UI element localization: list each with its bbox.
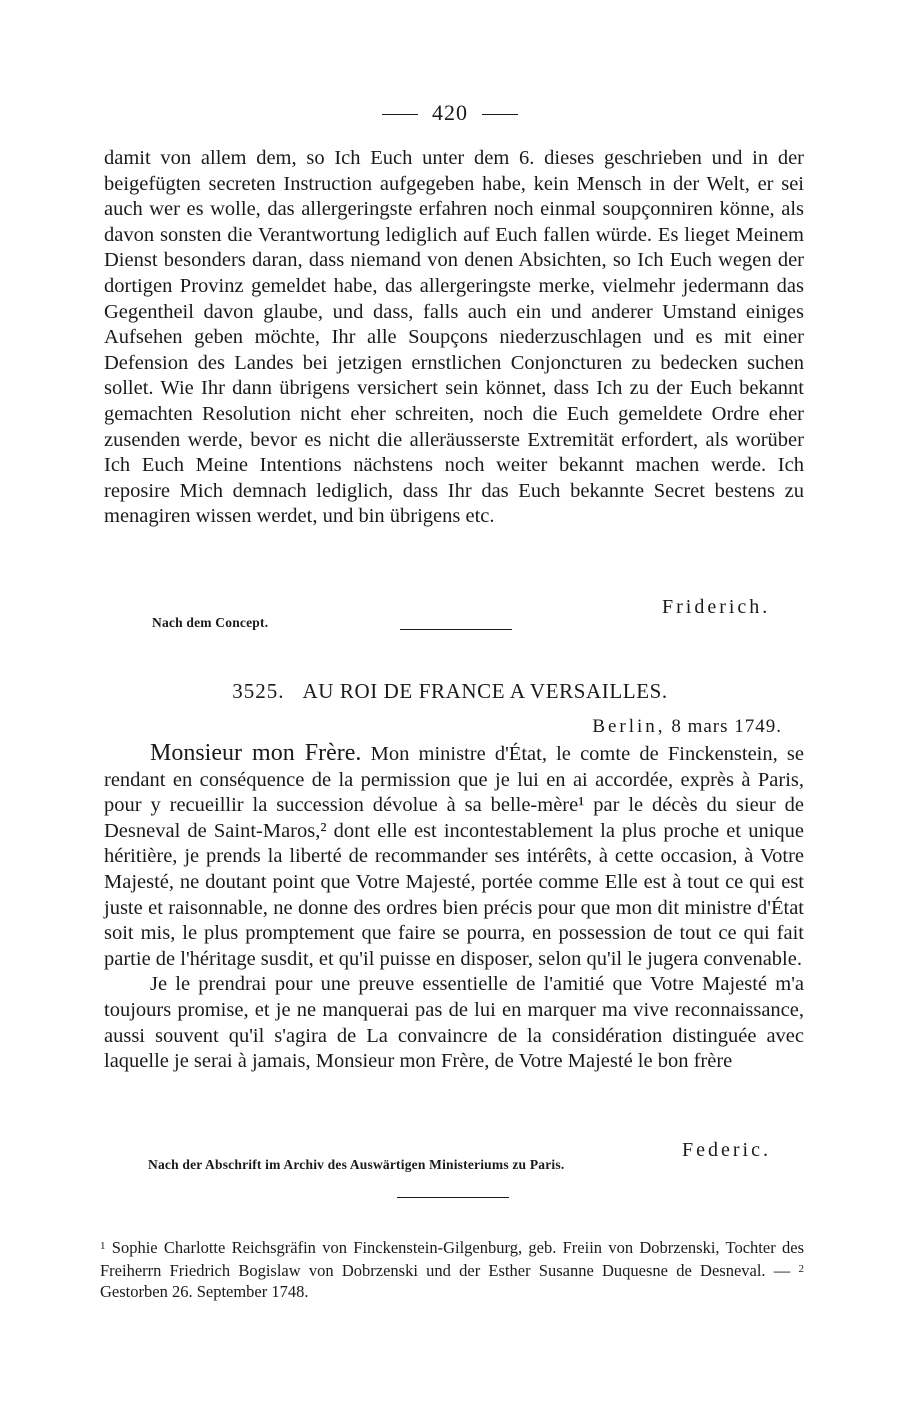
page-number-dash-right xyxy=(482,114,518,115)
letter2-number: 3525. xyxy=(232,679,285,703)
letter1-signature: Friderich. xyxy=(662,596,771,618)
letter2-source-note: Nach der Abschrift im Archiv des Auswärtigen Ministeriums zu Paris. xyxy=(148,1157,565,1172)
letter2-title: AU ROI DE FRANCE A VERSAILLES. xyxy=(302,679,668,703)
letter2-paragraph-1-text: Mon ministre d'État, le comte de Finckenstein, se rendant en conséquence de la permission que je lui en ai accordée, exprès à Paris, pour y recueillir la succession dévolue à sa belle-mère¹ par le décès du sieur de Desneval de Saint-Maros,² dont elle est incontestablement la plus proche et unique héritière, je prends la liberté de recommander ses intérêts, à cette occasion, à Votre Majesté, ne doutant point que Votre Majesté, portée comme Elle est à tout ce qui est juste et raisonnable, ne donne des ordres bien précis pour que mon dit ministre d'État soit mis, le plus promptement que faire se pourra, en possession de tout ce qui fait partie de l'héritage susdit, et qu'il puisse en disposer, selon qu'il le jugera convenable. xyxy=(104,743,805,970)
letter2-heading xyxy=(0,679,900,704)
footnotes xyxy=(100,1236,804,1303)
letter2-place: Berlin, xyxy=(592,716,666,737)
letter2-paragraph-2: Je le prendrai pour une preuve essentielle de l'amitié que Votre Majesté m'a toujours promise, et je ne manquerai pas de lui en marquer ma vive reconnaissance, aussi souvent qu'il s'agira de La convaincre de la considération distinguée avec laquelle je serai à jamais, Monsieur mon Frère, de Votre Majesté le bon frère xyxy=(104,973,804,1073)
footnote-2-mark: 2 xyxy=(798,1262,805,1275)
footnote-2-text: Gestorben 26. September 1748. xyxy=(100,1282,309,1301)
letter2-signature: Federic. xyxy=(682,1139,771,1161)
footnote-1-mark: 1 xyxy=(100,1240,106,1252)
page-number xyxy=(0,100,900,126)
letter2-body xyxy=(104,741,804,1075)
page-number-value: 420 xyxy=(432,100,468,125)
footnote-1-text: Sophie Charlotte Reichsgräfin von Finckenstein-Gilgenburg, geb. Freiin von Dobrzenski, Tochter des Freiherrn Friedrich Bogislaw von Dobrzenski und der Esther Susanne Duquesne de Desneval. — xyxy=(100,1238,804,1280)
section-divider xyxy=(400,629,512,630)
letter1-body xyxy=(104,146,804,530)
letter2-dateline xyxy=(592,716,782,738)
page-number-dash-left xyxy=(382,114,418,115)
letter1-source-note: Nach dem Concept. xyxy=(152,615,269,630)
letter2-paragraph-1 xyxy=(104,741,804,972)
letter2-salutation: Monsieur mon Frère. xyxy=(150,740,362,766)
footnote-divider xyxy=(397,1197,509,1198)
letter2-date: 8 mars 1749. xyxy=(671,716,782,737)
letter1-paragraph: damit von allem dem, so Ich Euch unter dem 6. dieses geschrieben und in der beigefügten secreten Instruction aufgegeben habe, kein Mensch in der Welt, er sei auch wer es wolle, das allergeringste erfahren noch einmal soupçonniren könne, als davon sonsten die Verantwortung lediglich auf Euch fallen würde. Es lieget Meinem Dienst besonders daran, dass niemand von denen Absichten, so Ich Euch wegen der dortigen Provinz gemeldet habe, das allergeringste merke, vielmehr jedermann das Gegentheil davon glaube, und dass, falls auch ein und anderer Umstand einiges Aufsehen geben möchte, Ihr alle Soupçons niederzuschlagen und es mit einer Defension des Landes bei jetzigen ernstlichen Conjoncturen zu bedecken suchen sollet. Wie Ihr dann übrigens versichert sein könnet, dass Ich zu der Euch bekannt gemachten Resolution nicht eher schreiten, noch die Euch gemeldete Ordre eher zusenden werde, bevor es nicht die alleräusserste Extremität erfordert, als worüber Ich Euch Meine Intentions nächstens noch weiter bekannt machen werde. Ich reposire Mich demnach lediglich, dass Ihr das Euch bekannte Secret bestens zu menagiren wissen werdet, und bin übrigens etc. xyxy=(104,147,804,528)
